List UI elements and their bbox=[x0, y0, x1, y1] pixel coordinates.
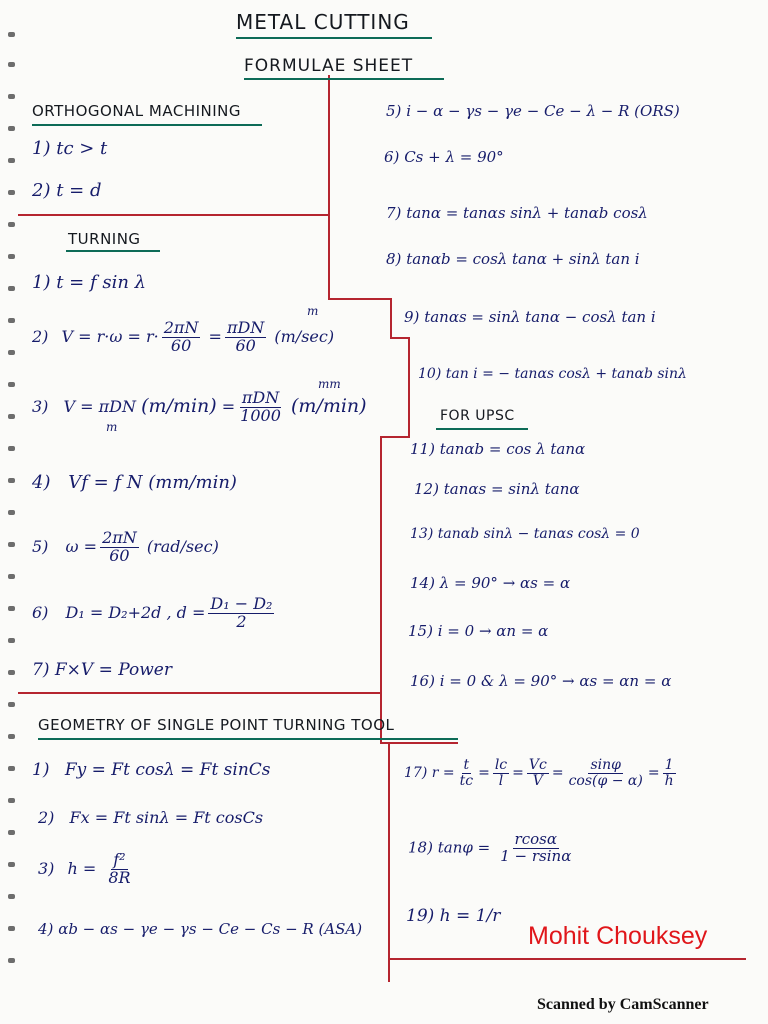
divider-step-2 bbox=[390, 298, 392, 338]
formula-turning-7: 7) F×V = Power bbox=[32, 660, 172, 680]
binder-hole bbox=[8, 126, 15, 131]
formula-turning-3: 3) V = πDN (m/min) = $\frac{\text{πDN}}{1000}$ (m/min) bbox=[32, 388, 367, 425]
heading-for-upsc: FOR UPSC bbox=[440, 408, 515, 424]
binder-hole bbox=[8, 190, 15, 195]
binder-hole bbox=[8, 766, 15, 771]
unit-note-m-lower: m bbox=[106, 420, 118, 434]
divider-step-1 bbox=[328, 298, 392, 300]
binder-hole bbox=[8, 222, 15, 227]
divider-vertical-top bbox=[328, 75, 330, 300]
binder-hole bbox=[8, 638, 15, 643]
formula-right-8: 8) tanαb = cosλ tanα + sinλ tan i bbox=[386, 250, 640, 268]
heading-underline bbox=[32, 124, 262, 126]
formula-orthogonal-1: 1) tc > t bbox=[32, 138, 108, 159]
heading-underline bbox=[436, 428, 528, 430]
binder-hole bbox=[8, 62, 15, 67]
binder-hole bbox=[8, 606, 15, 611]
binder-hole bbox=[8, 542, 15, 547]
binder-hole bbox=[8, 446, 15, 451]
heading-underline bbox=[38, 738, 458, 740]
binder-hole bbox=[8, 830, 15, 835]
formula-upsc-11: 11) tanαb = cos λ tanα bbox=[410, 440, 586, 458]
formula-turning-1: 1) t = f sin λ bbox=[32, 272, 147, 293]
binder-hole bbox=[8, 926, 15, 931]
formula-upsc-13: 13) tanαb sinλ − tanαs cosλ = 0 bbox=[410, 526, 640, 542]
unit-note-m: m bbox=[307, 304, 319, 318]
formula-upsc-12: 12) tanαs = sinλ tanα bbox=[414, 480, 580, 498]
binder-hole bbox=[8, 862, 15, 867]
formula-upsc-16: 16) i = 0 & λ = 90° → αs = αn = α bbox=[410, 672, 672, 690]
formula-turning-6: 6) D₁ = D₂+2d , d = $\frac{\text{D₁ − D₂}}{2}$ bbox=[32, 594, 273, 631]
binder-hole bbox=[8, 350, 15, 355]
formula-upsc-14: 14) λ = 90° → αs = α bbox=[410, 574, 571, 592]
formula-geometry-1: 1) Fy = Ft cosλ = Ft sinCs bbox=[32, 760, 271, 780]
binder-hole bbox=[8, 32, 15, 37]
formula-turning-2: 2) V = r·ω = r· $\frac{2\pi N}{60}$ = $\frac{\text{πDN}}{60}$ (m/sec) bbox=[32, 318, 335, 355]
binder-hole bbox=[8, 286, 15, 291]
formula-turning-5: 5) ω = $\frac{2\pi N}{60}$ (rad/sec) bbox=[32, 528, 219, 565]
scanner-watermark: Scanned by CamScanner bbox=[537, 996, 709, 1013]
divider-step-3 bbox=[390, 337, 408, 339]
author-signature: Mohit Chouksey bbox=[528, 922, 708, 950]
divider-vertical-bottom bbox=[388, 742, 390, 982]
formula-18: 18) tanφ = $\frac{rcos\alpha}{1 - rsin\alpha}$ bbox=[408, 830, 572, 865]
formula-geometry-3: 3) h = $\frac{\text{f²}}{8R}$ bbox=[38, 850, 131, 887]
binder-hole bbox=[8, 958, 15, 963]
formula-geometry-2: 2) Fx = Ft sinλ = Ft cosCs bbox=[38, 808, 264, 827]
formula-right-6: 6) Cs + λ = 90° bbox=[384, 148, 504, 166]
heading-orthogonal-machining: ORTHOGONAL MACHINING bbox=[32, 102, 242, 120]
page-subtitle: FORMULAE SHEET bbox=[244, 56, 414, 76]
binder-hole bbox=[8, 670, 15, 675]
formula-right-5: 5) i − α − γs − γe − Ce − λ − R (ORS) bbox=[386, 102, 680, 120]
formula-17: 17) r = $\frac{t}{tc}$ = $\frac{lc}{l}$ = $\frac{Vc}{V}$ = $\frac{\sin\varphi}{\cos(\varphi - \alpha)}$ = $\frac{1}{h}$ bbox=[404, 757, 674, 789]
divider-bottom-right bbox=[388, 958, 746, 960]
divider-step-5 bbox=[380, 436, 410, 438]
heading-geometry: GEOMETRY OF SINGLE POINT TURNING TOOL bbox=[38, 716, 395, 734]
heading-underline bbox=[66, 250, 160, 252]
binder-hole bbox=[8, 254, 15, 259]
binder-hole bbox=[8, 158, 15, 163]
divider-orthogonal-bottom bbox=[18, 214, 330, 216]
formula-right-10: 10) tan i = − tanαs cosλ + tanαb sinλ bbox=[418, 366, 687, 382]
formula-right-7: 7) tanα = tanαs sinλ + tanαb cosλ bbox=[386, 204, 648, 222]
binder-hole bbox=[8, 382, 15, 387]
title-underline bbox=[236, 37, 432, 39]
binder-hole bbox=[8, 894, 15, 899]
binder-hole bbox=[8, 702, 15, 707]
divider-turning-bottom bbox=[18, 692, 382, 694]
formula-right-9: 9) tanαs = sinλ tanα − cosλ tan i bbox=[404, 308, 656, 326]
formula-orthogonal-2: 2) t = d bbox=[32, 180, 102, 201]
binder-hole bbox=[8, 734, 15, 739]
subtitle-underline bbox=[244, 78, 444, 80]
binder-hole bbox=[8, 510, 15, 515]
formula-turning-4: 4) Vf = f N (mm/min) bbox=[32, 472, 237, 493]
page-title: METAL CUTTING bbox=[236, 10, 410, 34]
binder-hole bbox=[8, 94, 15, 99]
divider-vertical-mid bbox=[380, 436, 382, 744]
binder-hole bbox=[8, 574, 15, 579]
binder-hole bbox=[8, 478, 15, 483]
binder-hole bbox=[8, 414, 15, 419]
heading-turning: TURNING bbox=[68, 230, 141, 248]
formula-19: 19) h = 1/r bbox=[406, 906, 501, 926]
divider-step-4 bbox=[408, 337, 410, 437]
unit-note-mm: mm bbox=[318, 377, 341, 391]
binder-hole bbox=[8, 798, 15, 803]
formula-upsc-15: 15) i = 0 → αn = α bbox=[408, 622, 549, 640]
formula-geometry-4: 4) αb − αs − γe − γs − Ce − Cs − R (ASA) bbox=[38, 920, 363, 938]
divider-step-6 bbox=[380, 742, 458, 744]
binder-hole bbox=[8, 318, 15, 323]
